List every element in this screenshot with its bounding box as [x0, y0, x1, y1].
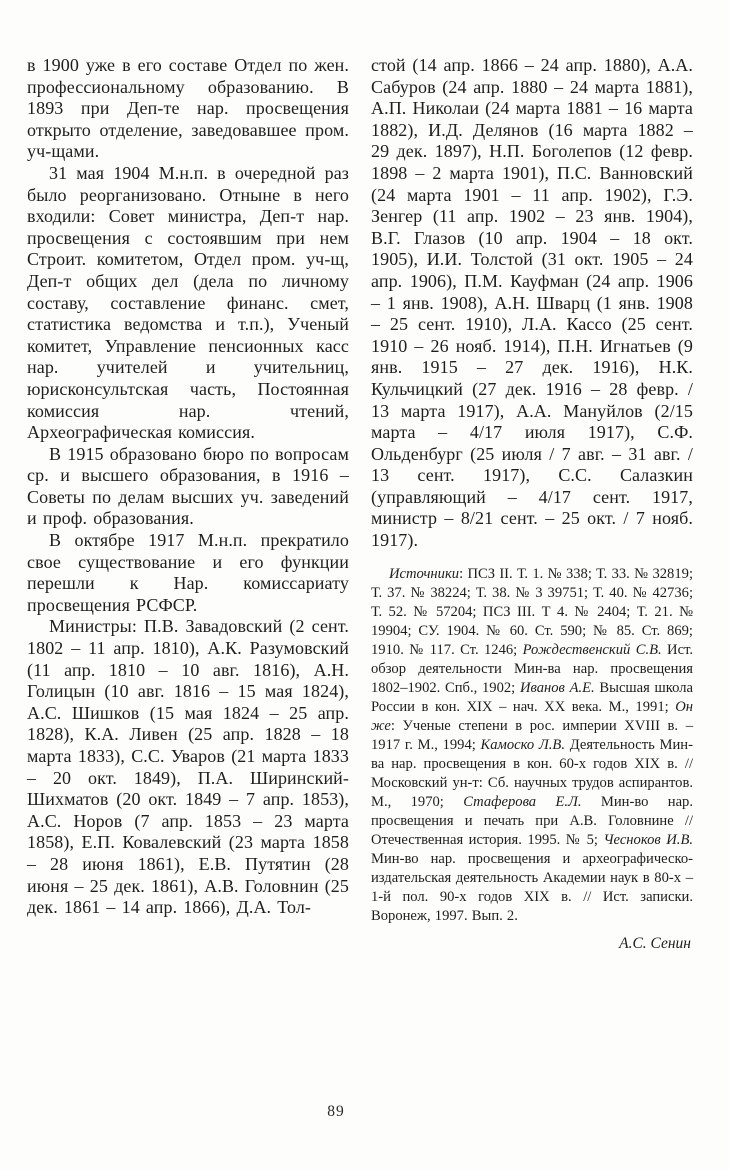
sources-section [371, 565, 693, 926]
paragraph-abolition-1917: В октябре 1917 М.н.п. прекратило свое существование и его функции перешли к Нар. комиссариату просвещения РСФСР. [27, 530, 349, 615]
source-citation-text: Деятельность Мин-ва нар. просвещения в кон. 60-х годов XIX в. // Московский ун-т: Сб. научных трудов аспирантов. М., 1970; [371, 736, 693, 810]
paragraph-bureau-1915: В 1915 образовано бюро по вопросам ср. и высшего образования, в 1916 – Советы по делам высших уч. заведений и проф. образования. [27, 443, 349, 529]
source-author-name: Иванов А.Е. [519, 679, 595, 696]
page-number: 89 [327, 1103, 345, 1120]
right-column [371, 55, 693, 953]
source-author-name: Чесноков И.В. [603, 831, 694, 848]
paragraph-ministers-list-continued: стой (14 апр. 1866 – 24 апр. 1880), А.А. Сабуров (24 апр. 1880 – 24 марта 1881), А.П. Николаи (24 марта 1881 – 16 марта 1882), И.Д. Делянов (16 марта 1882 – 29 дек. 1897), Н.П. Боголепов (12 февр. 1898 – 2 марта 1901), П.С. Ванновский (24 марта 1901 – 11 апр. 1902), Г.Э. Зенгер (11 апр. 1902 – 23 янв. 1904), В.Г. Глазов (10 апр. 1904 – 18 окт. 1905), И.И. Толстой (31 окт. 1905 – 24 апр. 1906), П.М. Кауфман (24 апр. 1906 – 1 янв. 1908), А.Н. Шварц (1 янв. 1908 – 25 сент. 1910), Л.А. Кассо (25 сент. 1910 – 26 нояб. 1914), П.Н. Игнатьев (9 янв. 1915 – 27 дек. 1916), Н.К. Кульчицкий (27 дек. 1916 – 28 февр. / 13 марта 1917), А.А. Мануйлов (2/15 марта – 4/17 июля 1917), С.Ф. Ольденбург (25 июля / 7 авг. – 31 авг. / 13 сент. 1917), С.С. Салазкин (управляющий – 4/17 сент. 1917, министр – 8/21 сент. – 25 окт. / 7 нояб. 1917). [371, 55, 693, 551]
source-citation-text: Ист. обзор деятельности Мин-ва нар. просвещения 1802–1902. Спб., 1902; [371, 641, 693, 696]
paragraph-continuation-1900: в 1900 уже в его составе Отдел по жен. профессиональному образованию. В 1893 при Деп-те нар. просвещения открыто отделение, заведовавшее пром. уч-щами. [27, 55, 349, 162]
source-citation-text: Высшая школа России в кон. XIX – нач. XX века. М., 1991; [371, 679, 694, 715]
source-citation-text: : Ученые степени в рос. империи XVIII в. – 1917 г. М., 1994; [371, 717, 693, 753]
source-author-name: Он же [371, 698, 693, 734]
two-column-text [27, 55, 693, 953]
source-author-name: Рождественский С.В. [522, 641, 662, 658]
author-signature: А.С. Сенин [619, 934, 691, 952]
source-author-name: Источники [389, 565, 460, 582]
source-citation-text: Мин-во нар. просвещения и археографическо-издательская деятельность Академии наук в 80-х – 1-й пол. 90-х годов XIX в. // Ист. записки. Воронеж, 1997. Вып. 2. [371, 850, 693, 924]
source-author-name: Камоско Л.В. [480, 736, 565, 753]
left-column [27, 55, 349, 953]
paragraph-ministers-list: Министры: П.В. Завадовский (2 сент. 1802 – 11 апр. 1810), А.К. Разумовский (11 апр. 1810 – 10 авг. 1816), А.Н. Голицын (10 авг. 1816 – 15 мая 1824), А.С. Шишков (15 мая 1824 – 25 апр. 1828), К.А. Ливен (25 апр. 1828 – 18 марта 1833), С.С. Уваров (21 марта 1833 – 20 окт. 1849), П.А. Ширинский-Шихматов (20 окт. 1849 – 7 апр. 1853), А.С. Норов (7 апр. 1853 – 23 марта 1858), Е.П. Ковалевский (23 марта 1858 – 28 июня 1861), Е.В. Путятин (28 июня – 25 дек. 1861), А.В. Головнин (25 дек. 1861 – 14 апр. 1866), Д.А. Тол- [27, 616, 349, 918]
source-citation-text: : ПСЗ II. Т. 1. № 338; Т. 33. № 32819; Т. 37. № 38224; Т. 38. № 3 39751; Т. 40. № 42736; Т. 52. № 57204; ПСЗ III. Т 4. № 2404; Т. 21. № 19904; СУ. 1904. № 60. Ст. 590; № 85. Ст. 869; 1910. № 117. Ст. 1246; [371, 565, 693, 658]
paragraph-reorganization-1904: 31 мая 1904 М.н.п. в очередной раз было реорганизовано. Отныне в него входили: Совет министра, Деп-т нар. просвещения с состоявшим при нем Строит. комитетом, Отдел пром. уч-щ, Деп-т общих дел (дела по личному составу, составление финанс. смет, статистика ведомства и т.п.), Ученый комитет, Управление пенсионных касс нар. учителей и учительниц, юрисконсультская часть, Постоянная комиссия нар. чтений, Археографическая комиссия. [27, 162, 349, 443]
source-citation-text: Мин-во нар. просвещения и печать при А.В. Головнине // Отечественная история. 1995. № 5; [371, 793, 693, 848]
source-author-name: Стаферова Е.Л. [463, 793, 582, 810]
